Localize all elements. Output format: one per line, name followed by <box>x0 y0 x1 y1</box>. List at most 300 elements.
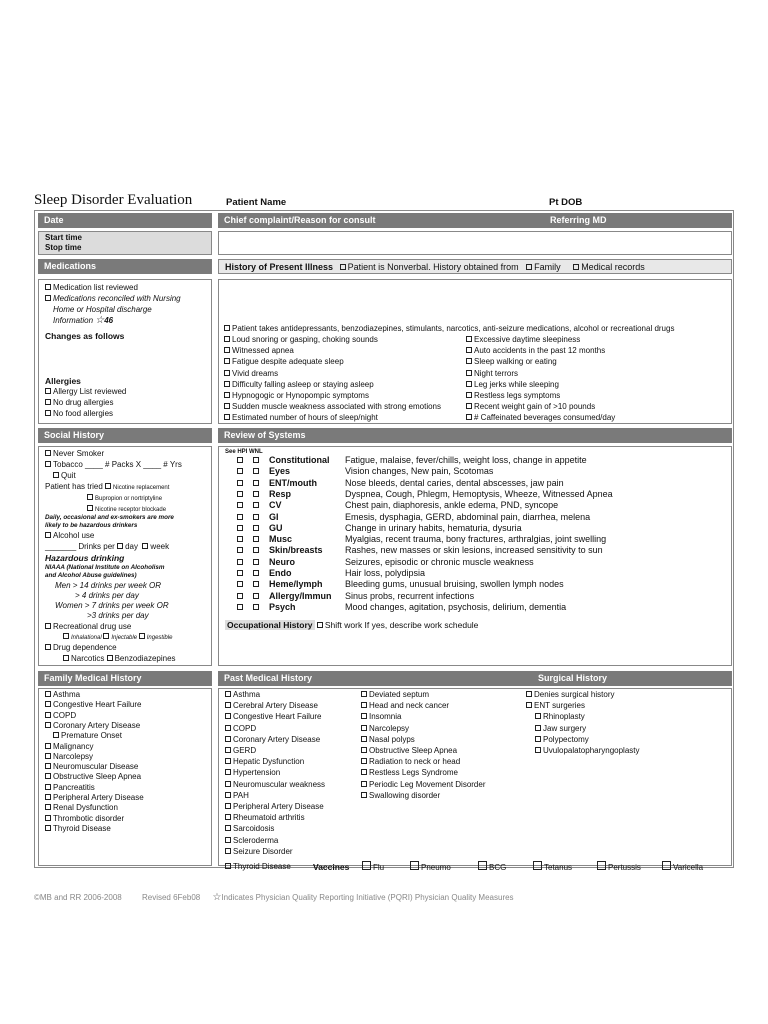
week-checkbox[interactable] <box>142 543 148 549</box>
pmh-item-3-checkbox[interactable] <box>225 725 231 731</box>
pmh-col2-item-1-checkbox[interactable] <box>361 702 367 708</box>
surgical-item-0-label: Denies surgical history <box>534 690 615 699</box>
shift-work-checkbox[interactable] <box>317 622 323 628</box>
stop-time-label: Stop time <box>45 243 82 252</box>
ros-wnl-checkbox[interactable] <box>253 570 259 576</box>
hpi-left-item-3-label: Vivid dreams <box>232 368 279 378</box>
patient-name-label: Patient Name <box>226 197 287 208</box>
ros-wnl-checkbox[interactable] <box>253 514 259 520</box>
pmh-item-11 <box>225 813 305 824</box>
vaccine-checkbox[interactable] <box>662 861 671 870</box>
pmh-col2-item-6-checkbox[interactable] <box>361 758 367 764</box>
ros-see-hpi-checkbox[interactable] <box>237 480 243 486</box>
pmh-col2-item-3-checkbox[interactable] <box>361 725 367 731</box>
hpi-left-item-4-checkbox[interactable] <box>224 381 230 387</box>
pmh-item-1-label: Cerebral Artery Disease <box>233 701 318 711</box>
hpi-left-item-5 <box>224 391 369 402</box>
ros-see-hpi-checkbox[interactable] <box>237 559 243 565</box>
pmh-item-14-checkbox[interactable] <box>225 848 231 854</box>
family-item-11 <box>45 803 118 814</box>
vaccine-checkbox[interactable] <box>597 861 606 870</box>
see-hpi-wnl-label: See HPI WNL <box>225 449 263 455</box>
ros-system-label: Neuro <box>269 556 296 567</box>
pmh-item-15 <box>225 862 291 873</box>
pmh-col2-item-8-label: Periodic Leg Movement Disorder <box>369 779 486 789</box>
ros-row-psych <box>237 602 566 613</box>
ros-see-hpi-checkbox[interactable] <box>237 604 243 610</box>
women-guideline-2: >3 drinks per day <box>87 611 149 620</box>
hpi-left-item-1-label: Witnessed apnea <box>232 346 294 356</box>
ros-symptoms: Chest pain, diaphoresis, ankle edema, PND, syncope <box>345 500 559 511</box>
hpi-right-item-1-checkbox[interactable] <box>466 347 472 353</box>
surgical-item-0-checkbox[interactable] <box>526 691 532 697</box>
ros-see-hpi-checkbox[interactable] <box>237 570 243 576</box>
family-item-13 <box>45 824 111 835</box>
family-item-1-checkbox[interactable] <box>45 701 51 707</box>
family-item-6-label: Narcolepsy <box>53 751 94 761</box>
chief-complaint-label: Chief complaint/Reason for consult <box>224 215 376 225</box>
hpi-right-item-4-checkbox[interactable] <box>466 381 472 387</box>
pmh-item-7-checkbox[interactable] <box>225 769 231 775</box>
quit-checkbox[interactable] <box>53 472 59 478</box>
pmh-item-5 <box>225 746 256 757</box>
pmh-item-6-checkbox[interactable] <box>225 758 231 764</box>
family-item-12-checkbox[interactable] <box>45 815 51 821</box>
hpi-left-item-0-checkbox[interactable] <box>224 336 230 342</box>
surgical-item-1-label: ENT surgeries <box>534 701 585 711</box>
pmh-item-13-checkbox[interactable] <box>225 837 231 843</box>
hpi-left-item-5-checkbox[interactable] <box>224 392 230 398</box>
inhalational-label: Inhalational <box>71 635 102 641</box>
ros-see-hpi-checkbox[interactable] <box>237 491 243 497</box>
family-history-header: Family Medical History <box>38 671 212 686</box>
vaccine-item-2 <box>478 861 506 874</box>
pmh-item-9-checkbox[interactable] <box>225 792 231 798</box>
ros-see-hpi-checkbox[interactable] <box>237 514 243 520</box>
ros-system-label: Skin/breasts <box>269 545 323 556</box>
hpi-left-item-2-checkbox[interactable] <box>224 358 230 364</box>
pmh-item-2-checkbox[interactable] <box>225 713 231 719</box>
family-item-2 <box>45 711 76 722</box>
hpi-left-item-4-label: Difficulty falling asleep or staying asleep <box>232 379 374 389</box>
men-guideline-1: Men > 14 drinks per week OR <box>55 581 162 590</box>
ros-see-hpi-checkbox[interactable] <box>237 547 243 553</box>
occupational-history-label: Occupational History <box>227 620 313 630</box>
nicotine-blockade-checkbox[interactable] <box>87 505 93 511</box>
hpi-left-item-5-label: Hypnogogic or Hynopompic symptoms <box>232 391 369 400</box>
no-drug-allergies-checkbox[interactable] <box>45 399 51 405</box>
family-item-7 <box>45 762 138 773</box>
alcohol-use-checkbox[interactable] <box>45 532 51 538</box>
pmh-item-10-checkbox[interactable] <box>225 803 231 809</box>
pmh-col2-item-0-checkbox[interactable] <box>361 691 367 697</box>
family-item-3 <box>45 721 140 732</box>
alcohol-use-label: Alcohol use <box>53 531 95 540</box>
hpi-left-item-2 <box>224 357 344 368</box>
ros-system-label: Endo <box>269 568 292 578</box>
family-item-6 <box>45 752 93 763</box>
family-item-1 <box>45 700 141 711</box>
ros-wnl-checkbox[interactable] <box>253 480 259 486</box>
ros-symptoms: Hair loss, polydipsia <box>345 568 426 578</box>
ros-system-label: ENT/mouth <box>269 477 317 488</box>
pmh-item-11-checkbox[interactable] <box>225 814 231 820</box>
ros-see-hpi-checkbox[interactable] <box>237 536 243 542</box>
allergy-list-label: Allergy List reviewed <box>53 387 127 396</box>
bupropion-label: Bupropion or nortriptyline <box>95 496 163 502</box>
hpi-left-item-3-checkbox[interactable] <box>224 370 230 376</box>
hpi-right-item-0-checkbox[interactable] <box>466 336 472 342</box>
ros-wnl-checkbox[interactable] <box>253 468 259 474</box>
hpi-left-item-7-label: Estimated number of hours of sleep/night <box>232 413 378 423</box>
ros-wnl-checkbox[interactable] <box>253 457 259 463</box>
pmh-item-6-label: Hepatic Dysfunction <box>233 757 305 767</box>
vaccine-item-0 <box>362 861 384 874</box>
hpi-right-item-7-checkbox[interactable] <box>466 414 472 420</box>
family-item-10-checkbox[interactable] <box>45 794 51 800</box>
ros-system-label: Musc <box>269 534 293 545</box>
vaccine-label: Pneumo <box>421 863 451 872</box>
ros-symptoms: Change in urinary habits, hematuria, dysuria <box>345 522 522 533</box>
ros-symptoms: Dyspnea, Cough, Phlegm, Hemoptysis, Wheeze, Witnessed Apnea <box>345 488 613 499</box>
pmh-item-8-checkbox[interactable] <box>225 781 231 787</box>
pmh-item-4-checkbox[interactable] <box>225 736 231 742</box>
vaccine-item-3 <box>533 861 572 874</box>
pmh-col2-item-4 <box>361 735 415 746</box>
hpi-left-item-7-checkbox[interactable] <box>224 414 230 420</box>
pmh-col2-item-3 <box>361 724 409 735</box>
family-item-3-checkbox[interactable] <box>45 722 51 728</box>
recreational-drug-label: Recreational drug use <box>53 622 132 631</box>
pmh-col2-item-7-label: Restless Legs Syndrome <box>369 768 458 778</box>
allergy-list-checkbox[interactable] <box>45 388 51 394</box>
niaaa-line-1: NIAAA (National Institute on Alcoholism <box>45 564 165 571</box>
surgical-item-2 <box>535 712 585 723</box>
ros-symptoms: Sinus probs, recurrent infections <box>345 590 475 601</box>
pmh-item-0-checkbox[interactable] <box>225 691 231 697</box>
med-reconciled-line2: Home or Hospital discharge <box>53 305 152 314</box>
pmh-item-4-label: Coronary Artery Disease <box>233 734 321 744</box>
pmh-col2-item-4-checkbox[interactable] <box>361 736 367 742</box>
hpi-left-item-0-label: Loud snoring or gasping, choking sounds <box>232 335 378 344</box>
surgical-item-5-label: Uvulopalatopharyngoplasty <box>543 746 640 755</box>
medical-records-checkbox[interactable] <box>573 264 579 270</box>
hpi-right-item-6 <box>466 402 595 413</box>
ros-row-cv <box>237 500 558 511</box>
nonverbal-text: Patient is Nonverbal. History obtained from <box>347 262 519 272</box>
hpi-left-item-1 <box>224 346 294 357</box>
medical-records-label: Medical records <box>581 262 645 272</box>
hpi-right-item-7-label: # Caffeinated beverages consumed/day <box>474 413 616 423</box>
pmh-item-13-label: Scleroderma <box>233 835 279 845</box>
surgical-item-3-checkbox[interactable] <box>535 725 541 731</box>
ros-see-hpi-checkbox[interactable] <box>237 502 243 508</box>
hpi-right-item-2-label: Sleep walking or eating <box>474 357 557 367</box>
takes-meds-label: Patient takes antidepressants, benzodiazepines, stimulants, narcotics, anti-seizure medications, alcohol or recreational drugs <box>232 324 675 333</box>
hpi-right-item-6-label: Recent weight gain of >10 pounds <box>474 402 596 412</box>
pmh-item-0-label: Asthma <box>233 690 261 699</box>
quit-label: Quit <box>61 471 76 480</box>
women-guideline-1: Women > 7 drinks per week OR <box>55 601 169 610</box>
med-list-reviewed-checkbox[interactable] <box>45 284 51 290</box>
drinks-per-label: _______ Drinks per <box>45 542 115 551</box>
hpi-right-item-3 <box>466 369 518 380</box>
family-item-0-checkbox[interactable] <box>45 691 51 697</box>
pmh-item-1-checkbox[interactable] <box>225 702 231 708</box>
family-item-8-checkbox[interactable] <box>45 773 51 779</box>
pmh-item-15-checkbox[interactable] <box>225 863 231 869</box>
family-item-9-label: Pancreatitis <box>53 782 95 792</box>
pmh-item-9 <box>225 791 249 802</box>
hpi-right-item-2 <box>466 357 557 368</box>
family-item-7-checkbox[interactable] <box>45 763 51 769</box>
pmh-col2-item-8-checkbox[interactable] <box>361 781 367 787</box>
narcotics-checkbox[interactable] <box>63 655 69 661</box>
ros-wnl-checkbox[interactable] <box>253 604 259 610</box>
med-reconciled-checkbox[interactable] <box>45 295 51 301</box>
nicotine-replacement-label: Nicotine replacement <box>113 485 170 491</box>
pmh-item-10-label: Peripheral Artery Disease <box>233 802 324 811</box>
vaccine-checkbox[interactable] <box>410 861 419 870</box>
ros-row-ent-mouth <box>237 478 564 489</box>
surgical-item-3-label: Jaw surgery <box>543 723 587 733</box>
ros-see-hpi-checkbox[interactable] <box>237 457 243 463</box>
revised-text: Revised 6Feb08 <box>141 893 201 902</box>
hpi-right-item-1 <box>466 346 605 357</box>
pmh-item-6 <box>225 757 304 768</box>
benzodiazepines-checkbox[interactable] <box>107 655 113 661</box>
bupropion-checkbox[interactable] <box>87 494 93 500</box>
family-item-8 <box>45 772 141 783</box>
hpi-right-item-6-checkbox[interactable] <box>466 403 472 409</box>
pqri-star-icon: ☆ <box>95 315 105 326</box>
medications-box <box>38 279 212 424</box>
daily-note-1: Daily, occasional and ex-smokers are more <box>45 514 174 521</box>
surgical-item-0 <box>526 690 614 701</box>
ros-symptoms: Seizures, episodic or chronic muscle weakness <box>345 556 534 567</box>
ros-wnl-checkbox[interactable] <box>253 559 259 565</box>
hpi-left-item-6-checkbox[interactable] <box>224 403 230 409</box>
surgical-item-4 <box>535 735 589 746</box>
hpi-left-item-1-checkbox[interactable] <box>224 347 230 353</box>
ros-wnl-checkbox[interactable] <box>253 547 259 553</box>
pmh-col2-item-0-label: Deviated septum <box>369 690 430 699</box>
injectable-label: Injectable <box>111 635 138 641</box>
pmh-item-5-label: GERD <box>233 746 257 755</box>
pmh-item-0 <box>225 690 260 701</box>
pmh-col2-item-2 <box>361 712 401 723</box>
pmh-item-12-checkbox[interactable] <box>225 825 231 831</box>
never-smoker-label: Never Smoker <box>53 449 105 458</box>
no-drug-allergies-label: No drug allergies <box>53 398 114 407</box>
ros-wnl-checkbox[interactable] <box>253 502 259 508</box>
family-item-5 <box>45 742 93 753</box>
start-stop-time-box[interactable] <box>38 231 212 255</box>
pmh-item-9-label: PAH <box>233 790 249 800</box>
pmh-col2-item-1 <box>361 701 449 712</box>
family-label: Family <box>534 262 561 272</box>
social-history-header: Social History <box>38 428 212 443</box>
pqri-text: Indicates Physician Quality Reporting Initiative (PQRI) Physician Quality Measures <box>221 893 514 902</box>
ros-wnl-checkbox[interactable] <box>253 581 259 587</box>
hpi-box <box>218 279 732 424</box>
pmh-label: Past Medical History <box>224 673 313 683</box>
pmh-col2-item-7-checkbox[interactable] <box>361 769 367 775</box>
family-item-5-label: Malignancy <box>53 741 94 751</box>
surgical-item-1-checkbox[interactable] <box>526 702 532 708</box>
day-checkbox[interactable] <box>117 543 123 549</box>
family-item-13-checkbox[interactable] <box>45 825 51 831</box>
hpi-right-item-5-label: Restless legs symptoms <box>474 391 561 400</box>
ros-symptoms: Mood changes, agitation, psychosis, delirium, dementia <box>345 601 567 612</box>
family-checkbox[interactable] <box>526 264 532 270</box>
pmh-col2-item-9-checkbox[interactable] <box>361 792 367 798</box>
hpi-left-item-6 <box>224 402 441 413</box>
ros-see-hpi-checkbox[interactable] <box>237 593 243 599</box>
takes-meds-checkbox[interactable] <box>224 325 230 331</box>
family-item-9 <box>45 783 95 794</box>
family-item-0 <box>45 690 80 701</box>
daily-note-2: likely to be hazardous drinkers <box>45 522 138 529</box>
pmh-item-5-checkbox[interactable] <box>225 747 231 753</box>
pmh-item-4 <box>225 735 320 746</box>
pmh-col2-item-2-label: Insomnia <box>369 712 402 722</box>
family-item-7-label: Neuromuscular Disease <box>53 762 139 772</box>
surgical-item-5-checkbox[interactable] <box>535 747 541 753</box>
ros-system-label: Constitutional <box>269 455 330 465</box>
hazardous-drinking-label: Hazardous drinking <box>45 553 125 563</box>
injectable-checkbox[interactable] <box>103 633 109 639</box>
ros-symptoms: Nose bleeds, dental caries, dental abscesses, jaw pain <box>345 477 564 488</box>
nonverbal-checkbox[interactable] <box>340 264 346 270</box>
ros-system-label: GU <box>269 522 283 533</box>
tried-label: Patient has tried <box>45 482 103 491</box>
family-item-6-checkbox[interactable] <box>45 753 51 759</box>
hpi-right-item-4 <box>466 380 559 391</box>
med-reconciled-line3: Information <box>53 316 94 325</box>
vaccine-item-4 <box>597 861 641 874</box>
pmh-col2-item-5-label: Obstructive Sleep Apnea <box>369 746 458 755</box>
pmh-col2-item-1-label: Head and neck cancer <box>369 701 450 711</box>
hpi-right-item-5-checkbox[interactable] <box>466 392 472 398</box>
nicotine-replacement-checkbox[interactable] <box>105 483 111 489</box>
pmh-box <box>218 688 732 872</box>
vaccine-label: Tetanus <box>544 863 573 872</box>
pmh-col2-item-4-label: Nasal polyps <box>369 734 415 744</box>
family-item-5-checkbox[interactable] <box>45 743 51 749</box>
surgical-item-4-checkbox[interactable] <box>535 736 541 742</box>
pqri-number: 46 <box>104 316 114 325</box>
changes-label: Changes as follows <box>45 331 125 341</box>
day-label: day <box>125 542 138 551</box>
drug-dependence-checkbox[interactable] <box>45 644 51 650</box>
tobacco-checkbox[interactable] <box>45 461 51 467</box>
vaccine-item-1 <box>410 861 451 874</box>
pmh-item-2 <box>225 712 321 723</box>
ros-wnl-checkbox[interactable] <box>253 593 259 599</box>
ros-symptoms: Rashes, new masses or skin lesions, increased sensitivity to sun <box>345 545 603 556</box>
hpi-label: History of Present Illness <box>225 262 334 272</box>
start-time-label: Start time <box>45 233 82 242</box>
hpi-right-item-3-checkbox[interactable] <box>466 370 472 376</box>
ros-row-musc <box>237 534 606 545</box>
pmh-item-12 <box>225 824 274 835</box>
referring-md-label: Referring MD <box>550 215 607 225</box>
family-history-box <box>38 688 212 866</box>
ros-row-neuro <box>237 557 534 568</box>
family-item-12 <box>45 814 124 825</box>
pmh-item-14 <box>225 847 293 858</box>
family-item-10 <box>45 793 144 804</box>
never-smoker-checkbox[interactable] <box>45 450 51 456</box>
chief-complaint-field[interactable] <box>218 231 732 255</box>
vaccine-label: Flu <box>373 863 385 872</box>
ros-row-endo <box>237 568 425 579</box>
ros-symptoms: Bleeding gums, unusual bruising, swollen lymph nodes <box>345 579 564 590</box>
vaccine-label: Varicella <box>673 863 704 872</box>
pmh-item-12-label: Sarcoidosis <box>233 824 275 834</box>
vaccine-checkbox[interactable] <box>362 861 371 870</box>
ros-see-hpi-checkbox[interactable] <box>237 468 243 474</box>
hpi-right-item-2-checkbox[interactable] <box>466 358 472 364</box>
no-food-allergies-checkbox[interactable] <box>45 410 51 416</box>
pmh-item-3-label: COPD <box>233 723 257 733</box>
ros-row-resp <box>237 489 613 500</box>
drug-dependence-label: Drug dependence <box>53 643 117 652</box>
recreational-drug-checkbox[interactable] <box>45 623 51 629</box>
surgical-item-2-checkbox[interactable] <box>535 713 541 719</box>
nicotine-blockade-label: Nicotine receptor blockade <box>95 507 167 513</box>
surgical-item-3 <box>535 724 586 735</box>
family-item-11-checkbox[interactable] <box>45 804 51 810</box>
ros-wnl-checkbox[interactable] <box>253 525 259 531</box>
family-item-4 <box>53 731 122 742</box>
surgical-item-2-label: Rhinoplasty <box>543 712 585 722</box>
hpi-header <box>218 259 732 274</box>
family-item-4-checkbox[interactable] <box>53 732 59 738</box>
ros-system-label: Psych <box>269 601 296 612</box>
family-item-11-label: Renal Dysfunction <box>53 803 118 813</box>
pmh-col2-item-5-checkbox[interactable] <box>361 747 367 753</box>
vaccine-checkbox[interactable] <box>533 861 542 870</box>
ros-wnl-checkbox[interactable] <box>253 536 259 542</box>
pmh-col2-item-3-label: Narcolepsy <box>369 723 410 733</box>
pmh-col2-item-2-checkbox[interactable] <box>361 713 367 719</box>
ros-wnl-checkbox[interactable] <box>253 491 259 497</box>
family-item-8-label: Obstructive Sleep Apnea <box>53 772 142 782</box>
ros-row-gi <box>237 512 590 523</box>
ros-row-eyes <box>237 466 493 477</box>
vaccine-checkbox[interactable] <box>478 861 487 870</box>
inhalational-checkbox[interactable] <box>63 633 69 639</box>
pmh-col2-item-0 <box>361 690 429 701</box>
footer <box>34 892 514 903</box>
hpi-left-item-2-label: Fatigue despite adequate sleep <box>232 357 344 367</box>
pmh-item-14-label: Seizure Disorder <box>233 846 293 856</box>
ros-symptoms: Vision changes, New pain, Scotomas <box>345 466 494 477</box>
ros-see-hpi-checkbox[interactable] <box>237 525 243 531</box>
hpi-right-item-4-label: Leg jerks while sleeping <box>474 379 559 389</box>
pt-dob-label: Pt DOB <box>549 197 583 208</box>
pmh-col2-item-6-label: Radiation to neck or head <box>369 757 461 767</box>
vaccine-label: Pertussis <box>608 863 641 872</box>
pmh-item-8 <box>225 780 325 791</box>
ingestible-checkbox[interactable] <box>139 633 145 639</box>
family-item-2-checkbox[interactable] <box>45 712 51 718</box>
family-item-9-checkbox[interactable] <box>45 784 51 790</box>
allergies-label: Allergies <box>45 376 81 386</box>
ros-see-hpi-checkbox[interactable] <box>237 581 243 587</box>
